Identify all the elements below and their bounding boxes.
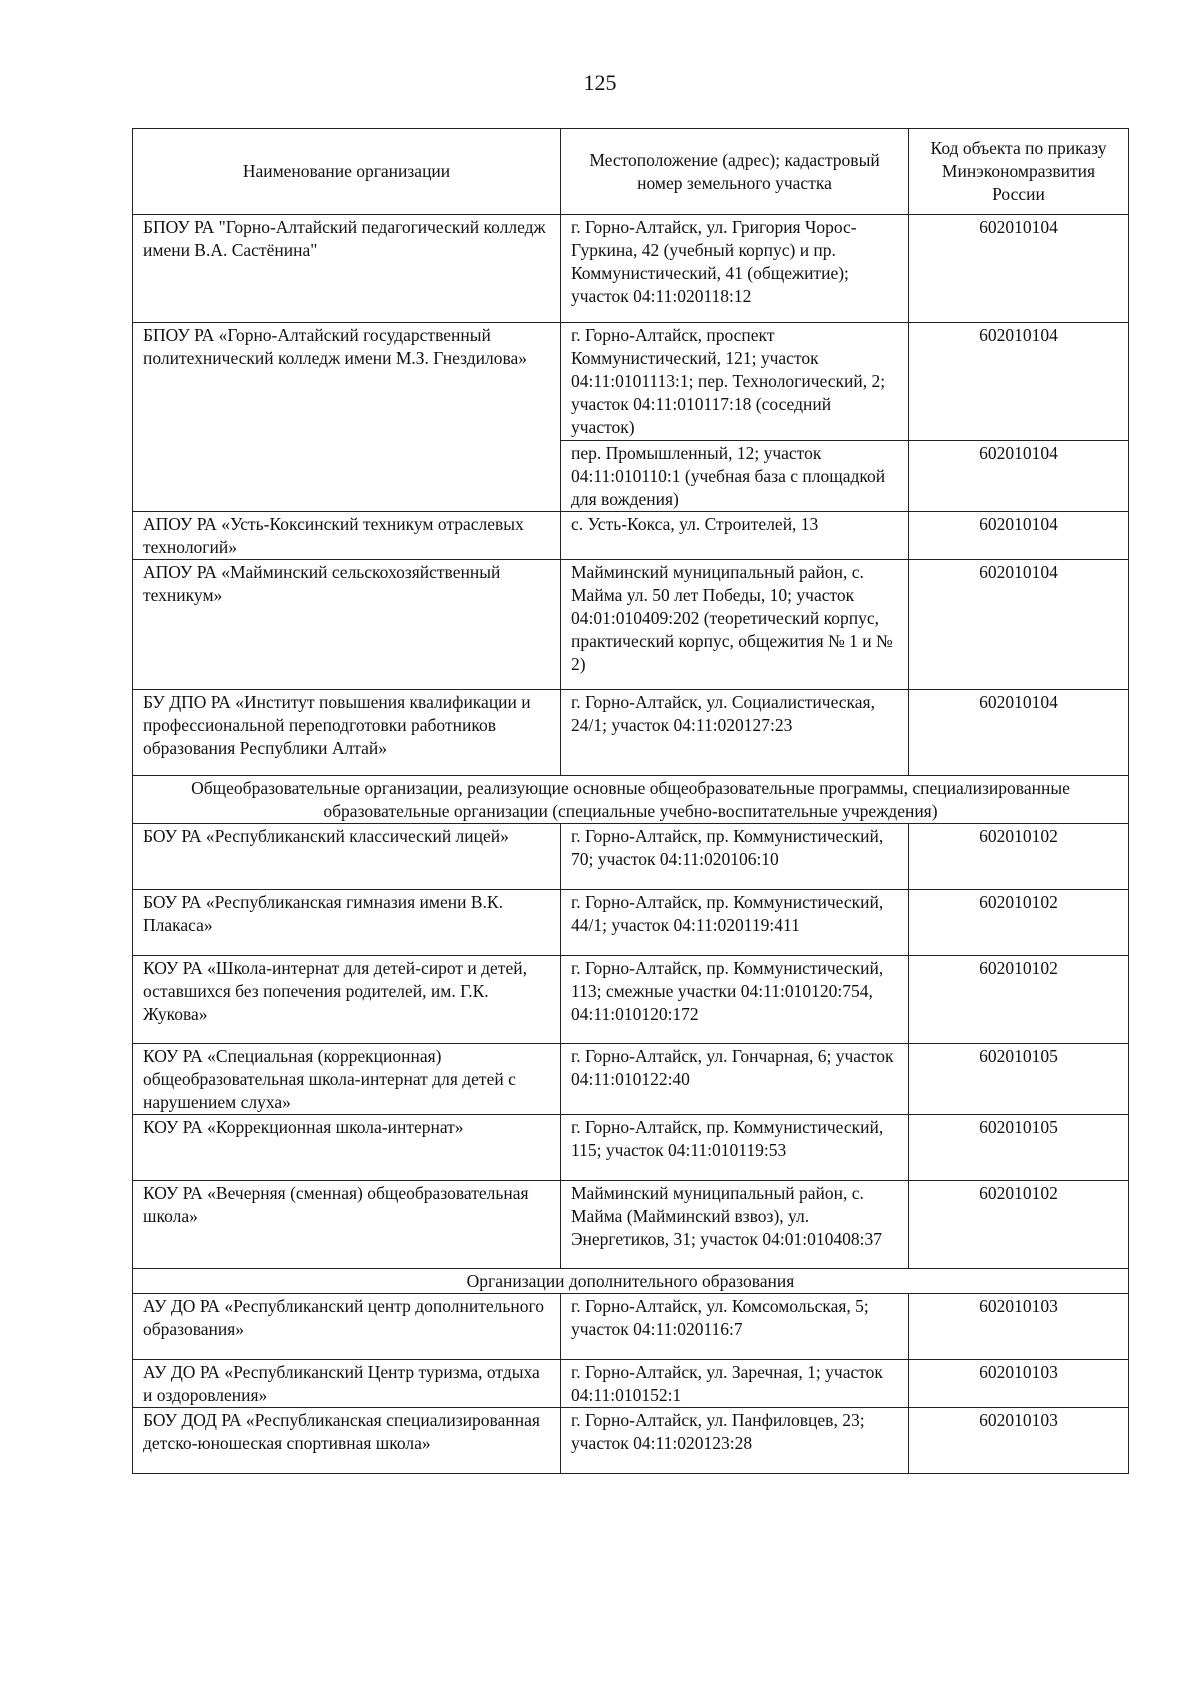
object-code: 602010104 xyxy=(909,512,1129,560)
table-row xyxy=(133,1044,1129,1115)
organization-name: БОУ РА «Республиканская гимназия имени В.К. Плакаса» xyxy=(133,890,561,956)
section-title: Организации дополнительного образования xyxy=(133,1269,1129,1294)
table-row xyxy=(133,560,1129,690)
table-row xyxy=(133,512,1129,560)
table-row xyxy=(133,323,1129,441)
object-code: 602010105 xyxy=(909,1044,1129,1115)
organization-name: БОУ ДОД РА «Республиканская специализированная детско-юношеская спортивная школа» xyxy=(133,1408,561,1474)
organization-address: г. Горно-Алтайск, ул. Гончарная, 6; участок 04:11:010122:40 xyxy=(561,1044,909,1115)
page-number: 125 xyxy=(583,70,617,95)
organization-address: пер. Промышленный, 12; участок 04:11:010110:1 (учебная база с площадкой для вождения) xyxy=(561,441,909,512)
section-header-row xyxy=(133,776,1129,824)
organization-name: БОУ РА «Республиканский классический лицей» xyxy=(133,824,561,890)
organization-name: БПОУ РА «Горно-Алтайский государственный политехнический колледж имени М.З. Гнездилова» xyxy=(133,323,561,512)
organization-address: г. Горно-Алтайск, пр. Коммунистический, 70; участок 04:11:020106:10 xyxy=(561,824,909,890)
object-code: 602010102 xyxy=(909,956,1129,1044)
object-code: 602010103 xyxy=(909,1294,1129,1360)
table-row xyxy=(133,956,1129,1044)
organization-address: г. Горно-Алтайск, ул. Панфиловцев, 23; участок 04:11:020123:28 xyxy=(561,1408,909,1474)
organizations-table xyxy=(132,128,1129,1474)
table-row xyxy=(133,1408,1129,1474)
organization-name: КОУ РА «Вечерняя (сменная) общеобразовательная школа» xyxy=(133,1181,561,1269)
object-code: 602010104 xyxy=(909,560,1129,690)
organization-address: г. Горно-Алтайск, пр. Коммунистический, 115; участок 04:11:010119:53 xyxy=(561,1115,909,1181)
organization-name: БПОУ РА "Горно-Алтайский педагогический колледж имени В.А. Састёнина" xyxy=(133,215,561,323)
object-code: 602010104 xyxy=(909,323,1129,441)
table-row xyxy=(133,215,1129,323)
organization-address: Майминский муниципальный район, с. Майма (Майминский взвоз), ул. Энергетиков, 31; участок 04:01:010408:37 xyxy=(561,1181,909,1269)
organization-address: г. Горно-Алтайск, ул. Заречная, 1; участок 04:11:010152:1 xyxy=(561,1360,909,1408)
table-row xyxy=(133,1115,1129,1181)
organization-address: г. Горно-Алтайск, пр. Коммунистический, 44/1; участок 04:11:020119:411 xyxy=(561,890,909,956)
section-title: Общеобразовательные организации, реализующие основные общеобразовательные программы, специализированные образовательные организации (специальные учебно-воспитательные учреждения) xyxy=(133,776,1129,824)
object-code: 602010104 xyxy=(909,441,1129,512)
organization-name: АПОУ РА «Майминский сельскохозяйственный техникум» xyxy=(133,560,561,690)
object-code: 602010103 xyxy=(909,1408,1129,1474)
table-row xyxy=(133,824,1129,890)
header-name: Наименование организации xyxy=(133,129,561,215)
table-row xyxy=(133,1360,1129,1408)
organization-address: г. Горно-Алтайск, пр. Коммунистический, 113; смежные участки 04:11:010120:754, 04:11:010120:172 xyxy=(561,956,909,1044)
organization-name: КОУ РА «Специальная (коррекционная) общеобразовательная школа-интернат для детей с нарушением слуха» xyxy=(133,1044,561,1115)
table-body xyxy=(133,215,1129,1474)
organization-name: АУ ДО РА «Республиканский Центр туризма, отдыха и оздоровления» xyxy=(133,1360,561,1408)
organization-address: г. Горно-Алтайск, проспект Коммунистический, 121; участок 04:11:0101113:1; пер. Технологический, 2; участок 04:11:010117:18 (соседний участок) xyxy=(561,323,909,441)
organization-name: АПОУ РА «Усть-Коксинский техникум отраслевых технологий» xyxy=(133,512,561,560)
organization-name: БУ ДПО РА «Институт повышения квалификации и профессиональной переподготовки работников образования Республики Алтай» xyxy=(133,690,561,776)
organization-name: АУ ДО РА «Республиканский центр дополнительного образования» xyxy=(133,1294,561,1360)
section-header-row xyxy=(133,1269,1129,1294)
object-code: 602010102 xyxy=(909,824,1129,890)
object-code: 602010103 xyxy=(909,1360,1129,1408)
object-code: 602010102 xyxy=(909,890,1129,956)
table-row xyxy=(133,690,1129,776)
organization-address: г. Горно-Алтайск, ул. Комсомольская, 5; участок 04:11:020116:7 xyxy=(561,1294,909,1360)
header-code: Код объекта по приказу Минэкономразвития России xyxy=(909,129,1129,215)
organization-address: с. Усть-Кокса, ул. Строителей, 13 xyxy=(561,512,909,560)
header-address: Местоположение (адрес); кадастровый номер земельного участка xyxy=(561,129,909,215)
organization-address: г. Горно-Алтайск, ул. Григория Чорос-Гуркина, 42 (учебный корпус) и пр. Коммунистический, 41 (общежитие); участок 04:11:020118:12 xyxy=(561,215,909,323)
table-row xyxy=(133,1181,1129,1269)
table-row xyxy=(133,890,1129,956)
organization-address: г. Горно-Алтайск, ул. Социалистическая, 24/1; участок 04:11:020127:23 xyxy=(561,690,909,776)
table-row xyxy=(133,1294,1129,1360)
organization-name: КОУ РА «Школа-интернат для детей-сирот и детей, оставшихся без попечения родителей, им. Г.К. Жукова» xyxy=(133,956,561,1044)
organization-address: Майминский муниципальный район, с. Майма ул. 50 лет Победы, 10; участок 04:01:010409:202 (теоретический корпус, практический корпус, общежития № 1 и № 2) xyxy=(561,560,909,690)
object-code: 602010102 xyxy=(909,1181,1129,1269)
organization-name: КОУ РА «Коррекционная школа-интернат» xyxy=(133,1115,561,1181)
object-code: 602010104 xyxy=(909,215,1129,323)
object-code: 602010104 xyxy=(909,690,1129,776)
object-code: 602010105 xyxy=(909,1115,1129,1181)
table-header-row xyxy=(133,129,1129,215)
